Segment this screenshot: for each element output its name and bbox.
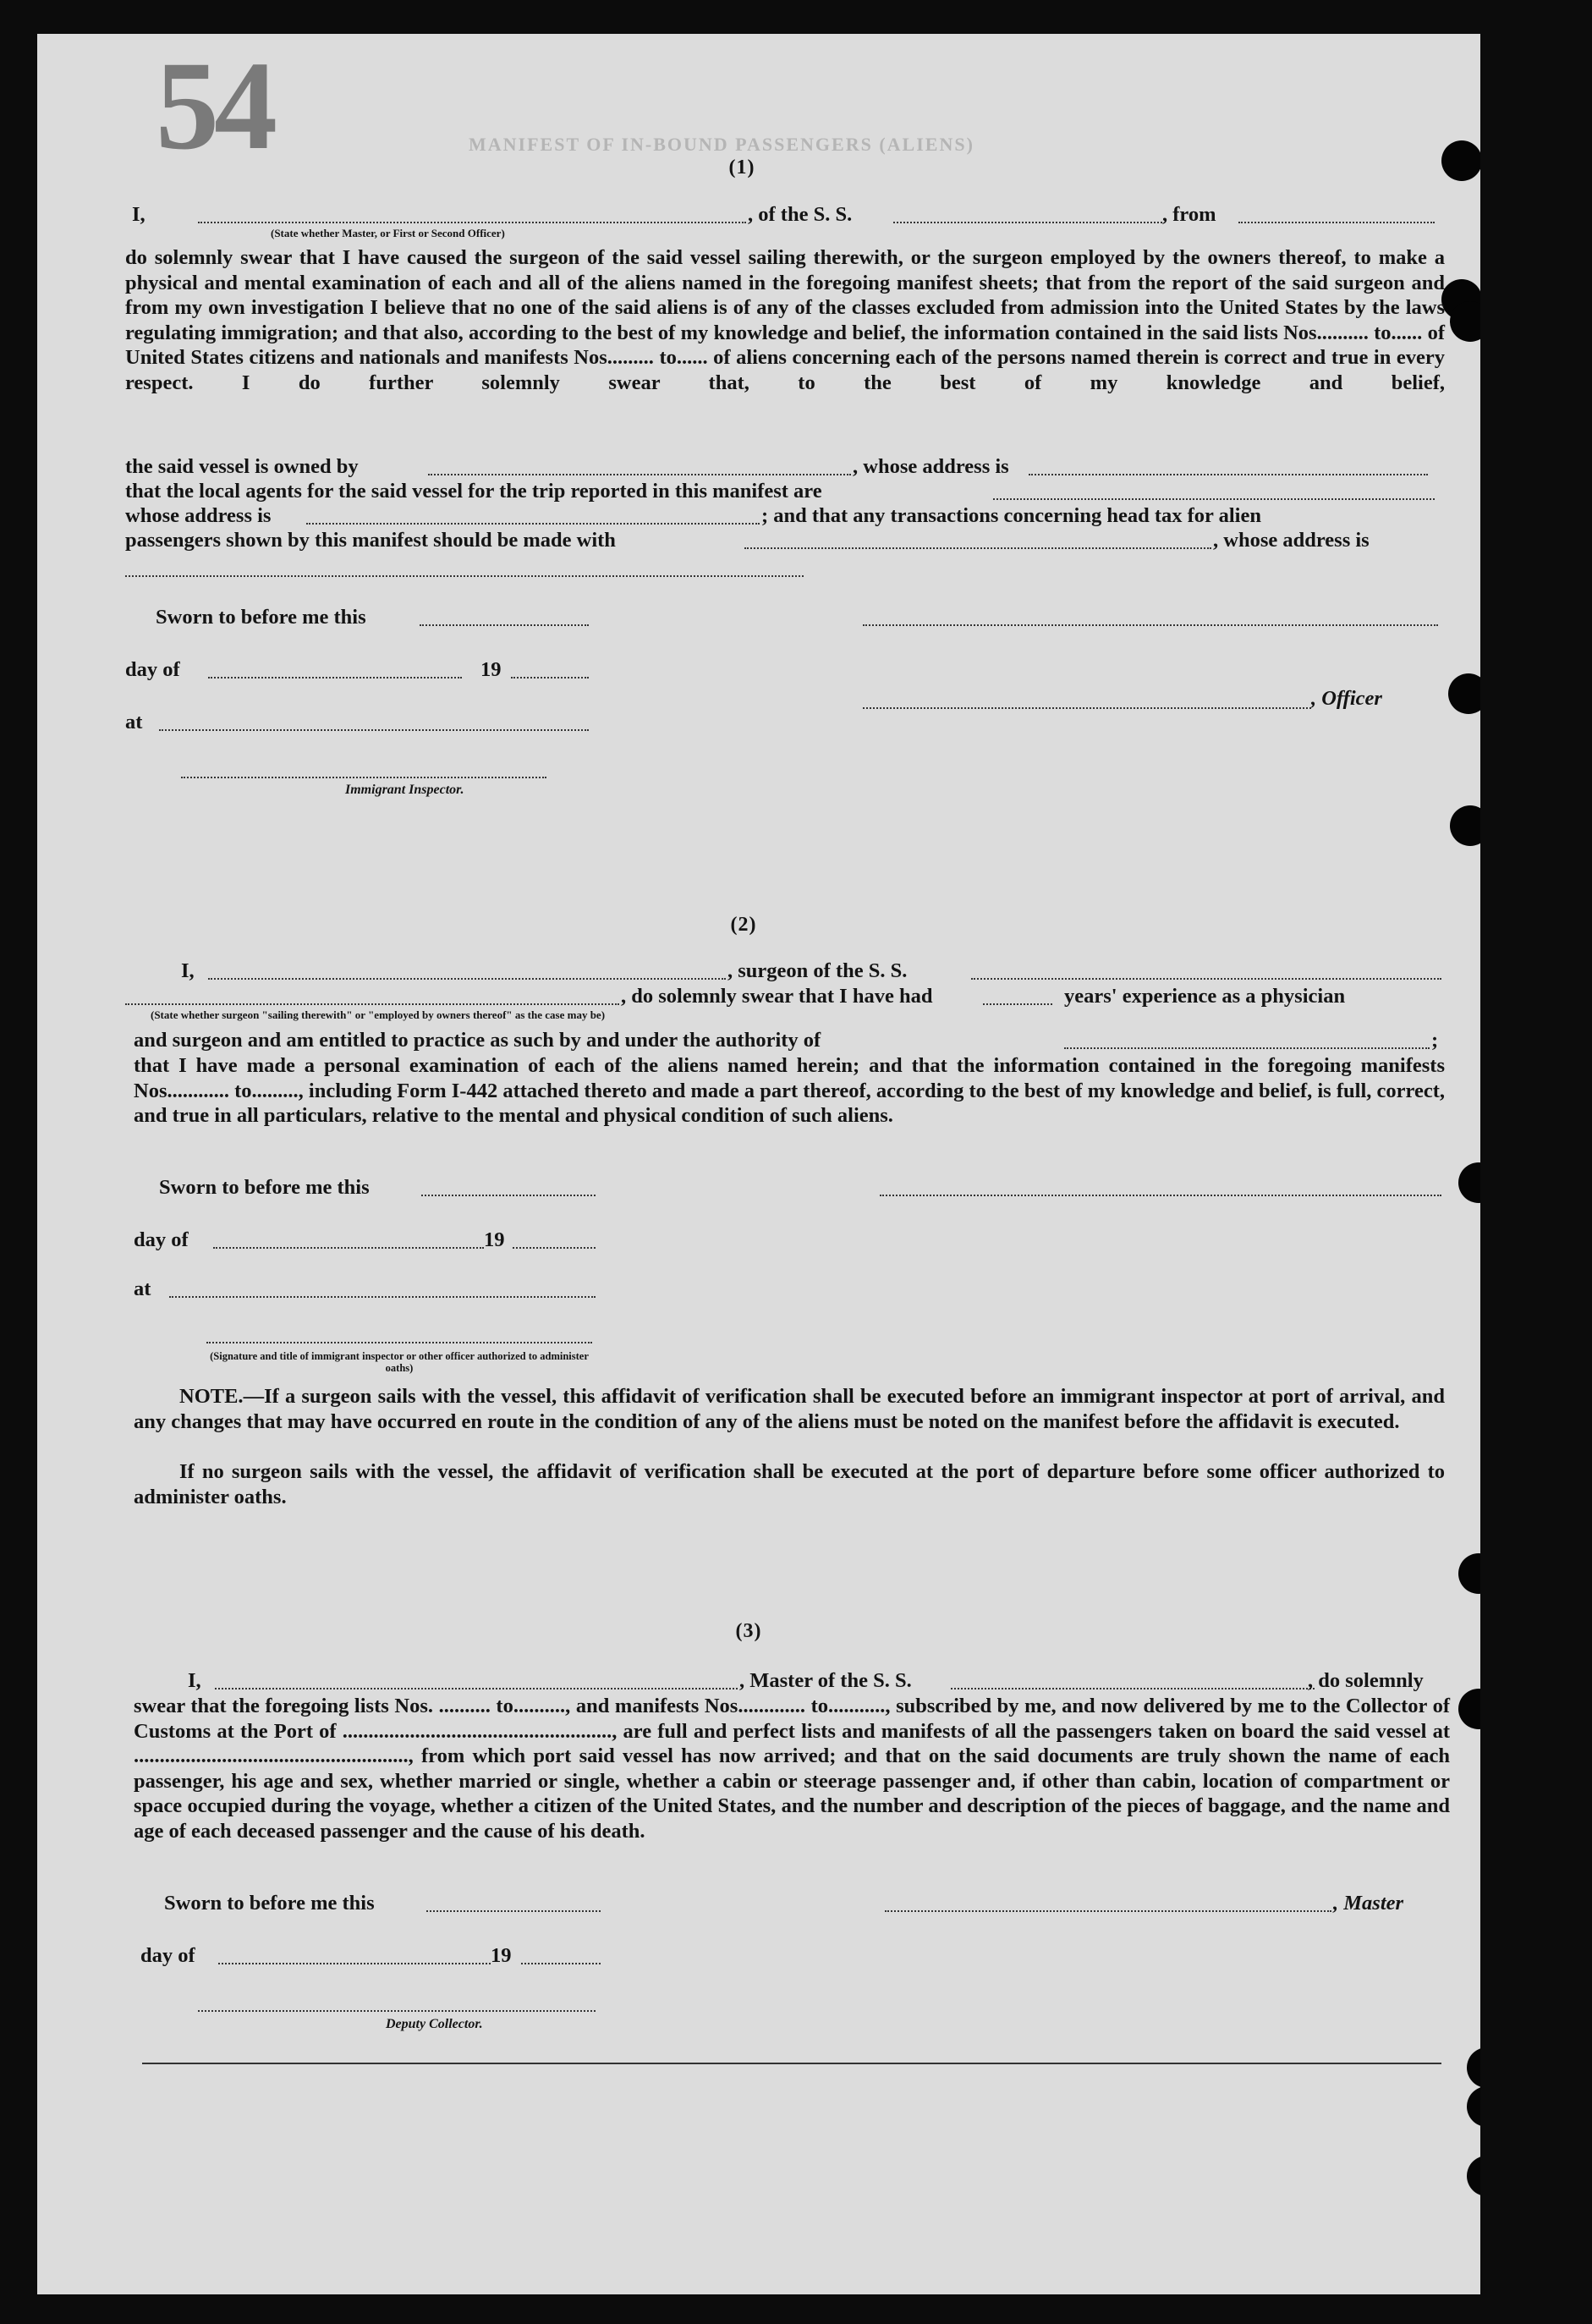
s3-collector-signature-field[interactable] [198,2010,596,2012]
s2-sailing-field[interactable] [125,1003,619,1005]
s2-day-field[interactable] [213,1247,484,1249]
s2-at-field[interactable] [169,1296,596,1298]
s2-year: 19 [484,1228,505,1251]
s2-inspector-signature-field[interactable] [206,1342,592,1343]
s2-surgeon-name-field[interactable] [208,978,726,980]
s2-note [134,1384,1445,1434]
bottom-rule [142,2063,1441,2064]
s1-sworn: Sworn to before me this [156,606,366,629]
binder-hole [1450,301,1480,342]
s2-year-field[interactable] [513,1247,596,1249]
s1-owned-by: the said vessel is owned by [125,455,359,478]
s1-sworn-field[interactable] [420,624,589,626]
s3-sworn: Sworn to before me this [164,1892,375,1915]
binder-hole [1467,2156,1480,2196]
s1-owner-field[interactable] [428,474,851,475]
s1-officer-name-field[interactable] [198,222,746,223]
s1-passengers-field[interactable] [744,547,1211,549]
s2-day-of: day of [134,1228,189,1251]
document-page [37,34,1480,2294]
s1-from: , from [1162,203,1216,226]
s2-years: years' experience as a physician [1064,985,1346,1008]
s1-inspector-signature-field[interactable] [181,777,546,778]
s2-note2: If no surgeon sails with the vessel, the affidavit of verification shall be executed at the port of departure before some officer authorized to administer oaths. [134,1460,1445,1508]
s1-from-field[interactable] [1238,222,1435,223]
s1-officer-title-field[interactable] [863,707,1311,709]
binder-hole [1467,2047,1480,2088]
s2-authority-end: ; [1431,1029,1439,1052]
s1-passengers-address-field2[interactable] [125,575,804,577]
s3-body: swear that the foregoing lists Nos. .......... to.........., and manifests Nos............. to..........., subscribed by me, and now delivered by me to the Collector of Customs at the Port of ...................................................., are full and perfect lists and manifests of all the passengers taken on board the said vessel at ....................................................., from which port said vessel has now arrived; and that on the said documents are truly shown the name of each passenger, his age and sex, whether married or single, whether a cabin or steerage passenger and, if other than cabin, location of compartment or space occupied during the voyage, whether a citizen of the United States, and the number and description of the pieces of baggage, and the name and age of each deceased passenger and the cause of his death. [134,1695,1450,1843]
s1-of-ss: , of the S. S. [748,203,853,226]
s3-deputy-caption: Deputy Collector. [386,2017,483,2031]
binder-hole [1450,805,1480,846]
s1-inspector-caption: Immigrant Inspector. [345,783,464,797]
s1-body: do solemnly swear that I have caused the surgeon of the said vessel sailing therewith, or the surgeon employed by the owners thereof, to make a physical and mental examination of each and all of the aliens named in the foregoing manifest sheets; that from the report of the said surgeon and from my own investigation I believe that no one of the said aliens is of any of the classes excluded from admission into the United States by the laws regulating immigration; and that also, according to the best of my knowledge and belief, the information contained in the said lists Nos.......... to...... of United States citizens and nationals and manifests Nos......... to...... of aliens concerning each of the persons named therein is correct and true in every respect. I do further solemnly swear that, to the best of my knowledge and belief, [125,246,1445,394]
s1-at: at [125,711,143,733]
binder-hole [1458,1553,1480,1594]
s1-officer: , Officer [1311,687,1382,710]
s3-master-of-ss: , Master of the S. S. [739,1669,912,1692]
s1-head-tax: ; and that any transactions concerning head tax for alien [761,504,1261,527]
section-3-number: (3) [735,1620,762,1642]
s3-master: , Master [1333,1892,1404,1915]
s1-agents: that the local agents for the said vessel for the trip reported in this manifest are [125,480,822,503]
s2-note-label: NOTE. [179,1385,244,1408]
s2-vessel-field[interactable] [971,978,1441,980]
s1-agents-address-field[interactable] [306,523,760,525]
s1-owner-address-field[interactable] [1029,474,1428,475]
s1-at-field[interactable] [159,729,589,731]
s1-year: 19 [480,658,502,681]
section-1-number: (1) [728,157,755,179]
s1-vessel-field[interactable] [893,222,1162,223]
binder-hole [1467,2086,1480,2127]
s1-passengers: passengers shown by this manifest should be made with [125,529,616,552]
s1-day-of: day of [125,658,180,681]
s2-i: I, [181,959,195,982]
s2-sig-note: (Signature and title of immigrant inspector or other officer authorized to administer oaths) [210,1350,589,1374]
s2-note-text: —If a surgeon sails with the vessel, this affidavit of verification shall be executed before an immigrant inspector at port of arrival, and any changes that may have occurred en route in the condition of any of the aliens must be noted on the manifest before the affidavit is executed. [134,1385,1445,1433]
s3-sworn-field[interactable] [426,1910,601,1912]
s3-day-field[interactable] [218,1963,491,1964]
s1-agents-address: whose address is [125,504,272,527]
section-2-number: (2) [730,914,757,936]
handwritten-number: 54 [156,36,272,176]
s1-officer-note: (State whether Master, or First or Second Officer) [271,227,505,239]
bleed-through-header: MANIFEST OF IN-BOUND PASSENGERS (ALIENS) [469,134,974,155]
s3-i: I, [188,1669,201,1692]
s2-sworn: Sworn to before me this [159,1176,370,1199]
s1-owner-address: , whose address is [853,455,1009,478]
s2-authority-field[interactable] [1064,1047,1430,1049]
s3-solemnly: , do solemnly [1308,1669,1424,1692]
s1-i: I, [132,203,145,226]
s1-day-field[interactable] [208,677,462,679]
s1-passengers-address: , whose address is [1213,529,1370,552]
s3-year-field[interactable] [521,1963,601,1964]
s2-surgeon-of-ss: , surgeon of the S. S. [727,959,908,982]
binder-hole [1458,1689,1480,1729]
s1-agents-field[interactable] [993,498,1435,500]
s2-surgeon-note: (State whether surgeon "sailing therewith" or "employed by owners thereof" as the case may be) [151,1008,606,1021]
s3-vessel-field[interactable] [951,1688,1315,1689]
s2-line2: , do solemnly swear that I have had [621,985,933,1008]
s3-day-of: day of [140,1944,195,1967]
binder-hole [1458,1162,1480,1203]
s3-year: 19 [491,1944,512,1967]
s2-signature-field[interactable] [880,1195,1441,1196]
s2-authority: and surgeon and am entitled to practice as such by and under the authority of [134,1029,821,1052]
s2-at: at [134,1277,151,1300]
s3-master-signature-field[interactable] [885,1910,1331,1912]
s2-body: that I have made a personal examination of each of the aliens named herein; and that the information contained in the foregoing manifests Nos............ to........., including Form I-442 attached thereto and made a part thereof, according to the best of my knowledge and belief, is full, correct, and true in all particulars, relative to the mental and physical condition of such aliens. [134,1054,1445,1127]
binder-hole [1448,673,1480,714]
s2-sworn-field[interactable] [421,1195,596,1196]
s2-years-field[interactable] [983,1003,1052,1005]
s3-master-name-field[interactable] [215,1688,738,1689]
s1-year-field[interactable] [511,677,589,679]
s1-officer-signature-field[interactable] [863,624,1438,626]
